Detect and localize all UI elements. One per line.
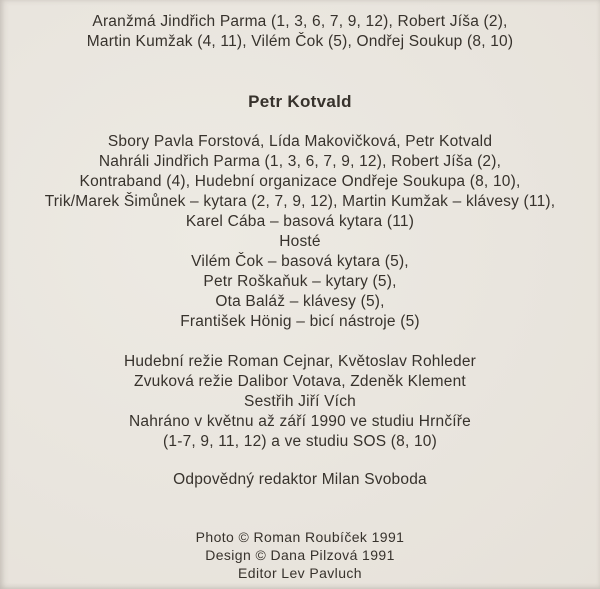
production-line: Sestřih Jiří Vích xyxy=(244,393,356,410)
credits-line: Karel Cába – basová kytara (11) xyxy=(185,213,415,230)
production-line: Zvuková režie Dalibor Votava, Zdeněk Klement xyxy=(134,373,466,390)
arrangement-line: Martin Kumžak (4, 11), Vilém Čok (5), Ondřej Soukup (8, 10) xyxy=(86,33,514,50)
credits-line: Trik/Marek Šimůnek – kytara (2, 7, 9, 12), Martin Kumžak – klávesy (11), xyxy=(44,193,556,210)
editor-credit-line: Editor Lev Pavluch xyxy=(238,565,362,581)
arrangement-line: Aranžmá Jindřich Parma (1, 3, 6, 7, 9, 12), Robert Jíša (2), xyxy=(92,13,508,30)
production-line: Hudební režie Roman Cejnar, Květoslav Rohleder xyxy=(123,353,477,370)
guests-subheading: Hosté xyxy=(279,233,321,250)
arrangement-credits xyxy=(0,12,600,52)
credits-line: Vilém Čok – basová kytara (5), xyxy=(191,253,409,270)
production-credits xyxy=(0,352,600,452)
production-line: Nahráno v květnu až září 1990 ve studiu Hrnčíře xyxy=(129,413,471,430)
credits-line: Ota Baláž – klávesy (5), xyxy=(215,293,385,310)
credits-line: Sbory Pavla Forstová, Lída Makovičková, Petr Kotvald xyxy=(107,133,493,150)
performer-credits xyxy=(0,132,600,332)
responsible-editor-note: Odpovědný redaktor Milan Svoboda xyxy=(173,471,427,488)
credits-line: Kontraband (4), Hudební organizace Ondřeje Soukupa (8, 10), xyxy=(79,173,521,190)
colophon xyxy=(0,528,600,582)
credits-line: Nahráli Jindřich Parma (1, 3, 6, 7, 9, 12), Robert Jíša (2), xyxy=(98,153,502,170)
production-line: (1-7, 9, 11, 12) a ve studiu SOS (8, 10) xyxy=(163,433,437,450)
design-credit-line: Design © Dana Pilzová 1991 xyxy=(205,547,395,563)
photo-credit-line: Photo © Roman Roubíček 1991 xyxy=(195,529,405,545)
credits-line: František Hönig – bicí nástroje (5) xyxy=(180,313,420,330)
credits-line: Petr Roškaňuk – kytary (5), xyxy=(203,273,397,290)
artist-name-heading: Petr Kotvald xyxy=(248,92,352,111)
